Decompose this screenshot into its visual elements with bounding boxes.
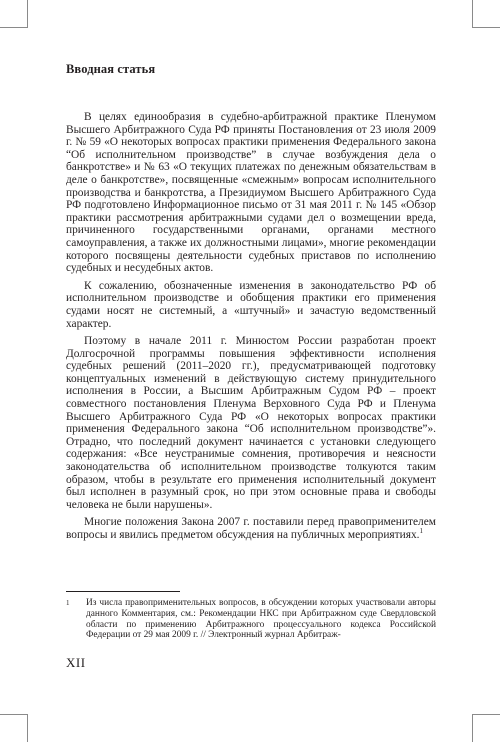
footnote-separator (66, 591, 180, 592)
crop-mark-bottom-left (27, 714, 28, 742)
crop-mark-bottom-right (472, 714, 500, 715)
crop-mark-bottom-left (0, 714, 28, 715)
running-header: Вводная статья (66, 62, 156, 76)
paragraph: К сожалению, обозначенные изменения в законодательство РФ об исполнительном производстве и обобщения практики его применения судами носят не системный, а «штучный» и зачастую ведомственный характер. (66, 279, 436, 330)
crop-mark-top-left (0, 27, 28, 28)
footnote (66, 598, 436, 641)
paragraph-text: Многие положения Закона 2007 г. поставили перед правоприменителем вопросы и явились предметом обсуждения на публичных мероприятиях. (66, 516, 436, 541)
crop-mark-bottom-right (472, 714, 473, 742)
body-text (66, 111, 436, 542)
footnote-text: Из числа правоприменительных вопросов, в обсуждении которых участвовали авторы данного Комментария, см.: Рекомендации НКС при Арбитражном суде Свердловской области по применению Арбитражного процессуального кодекса Российской Федерации от 29 мая 2009 г. // Электронный журнал Арбитраж- (86, 598, 436, 641)
paragraph: Поэтому в начале 2011 г. Минюстом России разработан проект Долгосрочной программы повышения эффективности исполнения судебных решений (2011–2020 гг.), предусматривающей подготовку концептуальных изменений в действующую систему принудительного исполнения в России, а Высшим Арбитражным Судом РФ – проект совместного постановления Пленума Верховного Суда РФ и Пленума Высшего Арбитражного Суда РФ «О некоторых вопросах практики применения Федерального закона “Об исполнительном производстве”». Отрадно, что последний документ начинается с установки следующего содержания: «Все неустранимые сомнения, противоречия и неясности законодательства об исполнительном производстве толкуются таким образом, чтобы в результате его применения исполнительный документ был исполнен в разумный срок, но при этом основные права и свободы человека не были нарушены». (66, 335, 436, 511)
crop-mark-top-left (27, 0, 28, 28)
paragraph (66, 516, 436, 541)
crop-mark-top-right (472, 0, 473, 28)
footnote-reference[interactable]: 1 (419, 527, 424, 536)
footnote-mark: 1 (66, 599, 70, 607)
crop-mark-top-right (472, 27, 500, 28)
paragraph: В целях единообразия в судебно-арбитражной практике Пленумом Высшего Арбитражного Суда РФ приняты Постановления от 23 июля 2009 г. № 59 «О некоторых вопросах практики применения Федерального закона “Об исполнительном производстве” в случае возбуждения дела о банкротстве» и № 63 «О текущих платежах по денежным обязательствам в деле о банкротстве», посвященные «смежным» вопросам исполнительного производства и банкротства, а Президиумом Высшего Арбитражного Суда РФ подготовлено Информационное письмо от 31 мая 2011 г. № 145 «Обзор практики рассмотрения арбитражными судами дел о возмещении вреда, причиненного государственными органами, органами местного самоуправления, а также их должностными лицами», многие рекомендации которого посвящены деятельности судебных приставов по исполнению судебных и несудебных актов. (66, 111, 436, 275)
page-number: XII (66, 655, 86, 670)
